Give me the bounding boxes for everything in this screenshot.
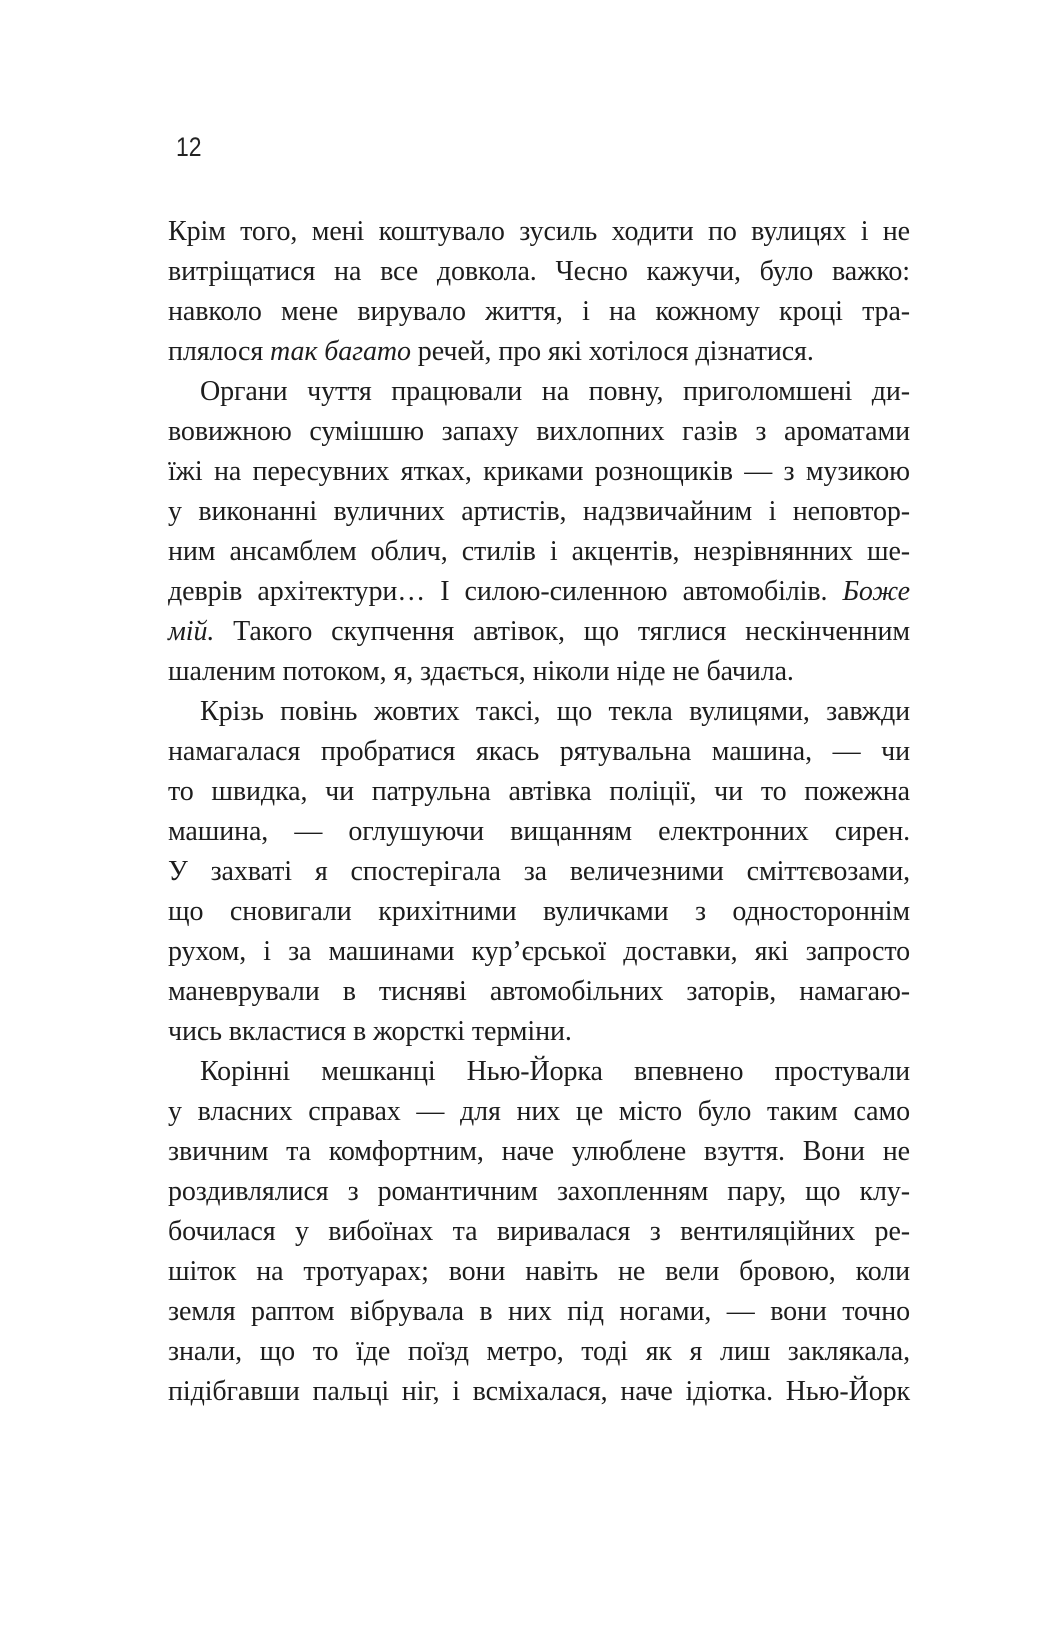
text-run: витріщатися на все довкола. Чесно кажучи, було важко: [168,256,910,287]
text-line [168,252,910,292]
paragraph [168,372,910,692]
text-line [168,932,910,972]
text-line [168,852,910,892]
text-line [168,1132,910,1172]
text-run: маневрували в тисняві автомобільних заторів, намагаю- [168,976,910,1007]
text-run: знали, що то їде поїзд метро, тоді як я лиш заклякала, [168,1336,910,1367]
text-run: речей, про які хотілося дізнатися. [410,336,814,367]
text-block [168,212,910,1412]
text-run: підібгавши пальці ніг, і всміхалася, наче ідіотка. Нью-Йорк [168,1376,910,1407]
text-run: намагалася пробратися якась рятувальна машина, — чи [168,736,910,767]
text-line [168,1012,910,1052]
text-run: деврів архітектури… І силою-силенною автомобілів. [168,576,843,607]
text-line [168,732,910,772]
text-line [168,972,910,1012]
text-line [168,612,910,652]
text-line [168,212,910,252]
text-run: У захваті я спостерігала за величезними сміттєвозами, [168,856,910,887]
text-run: шіток на тротуарах; вони навіть не вели бровою, коли [168,1256,910,1287]
text-run: їжі на пересувних ятках, криками рознощиків — з музикою [168,456,910,487]
text-line [168,532,910,572]
text-line [168,812,910,852]
italic-text-run: мій. [168,616,215,647]
text-run: Крізь повінь жовтих таксі, що текла вулицями, завжди [200,696,910,727]
text-line [168,572,910,612]
text-line [168,372,910,412]
text-run: плялося [168,336,271,367]
text-line [168,412,910,452]
text-run: ним ансамблем облич, стилів і акцентів, незрівнянних ше- [168,536,910,567]
text-line [168,1252,910,1292]
text-line [168,1172,910,1212]
text-line [168,1292,910,1332]
text-run: Органи чуття працювали на повну, приголомшені ди- [200,376,910,407]
text-line [168,452,910,492]
text-run: у виконанні вуличних артистів, надзвичайним і неповтор- [168,496,910,527]
text-run: земля раптом вібрувала в них під ногами, — вони точно [168,1296,910,1327]
text-line [168,1332,910,1372]
text-line [168,1052,910,1092]
text-line [168,1212,910,1252]
text-run: машина, — оглушуючи вищанням електронних сирен. [168,816,910,847]
text-line [168,332,910,372]
text-run: роздивлялися з романтичним захопленням пару, що клу- [168,1176,910,1207]
paragraph [168,212,910,372]
text-run: навколо мене вирувало життя, і на кожному кроці тра- [168,296,910,327]
italic-text-run: Боже [842,576,910,607]
text-line [168,892,910,932]
text-run: то швидка, чи патрульна автівка поліції, чи то пожежна [168,776,910,807]
paragraph [168,692,910,1052]
text-line [168,492,910,532]
text-run: бочилася у вибоїнах та виривалася з вентиляційних ре- [168,1216,910,1247]
italic-text-run: так багато [270,336,411,367]
text-line [168,1092,910,1132]
text-line [168,692,910,732]
text-run: Корінні мешканці Нью-Йорка впевнено простували [200,1056,910,1087]
text-run: що сновигали крихітними вуличками з одностороннім [168,896,910,927]
text-run: звичним та комфортним, наче улюблене взуття. Вони не [168,1136,910,1167]
text-run: рухом, і за машинами кур’єрської доставки, які запросто [168,936,910,967]
text-line [168,1372,910,1412]
text-run: у власних справах — для них це місто було таким само [168,1096,910,1127]
text-line [168,292,910,332]
text-line [168,772,910,812]
text-run: Такого скупчення автівок, що тяглися нескінченним [214,616,910,647]
text-run: чись вкластися в жорсткі терміни. [168,1016,572,1047]
text-line [168,652,910,692]
text-run: шаленим потоком, я, здається, ніколи ніде не бачила. [168,656,794,687]
text-run: Крім того, мені коштувало зусиль ходити по вулицях і не [168,216,910,247]
paragraph [168,1052,910,1412]
page-number: 12 [176,132,202,162]
text-run: вовижною сумішшю запаху вихлопних газів з ароматами [168,416,910,447]
